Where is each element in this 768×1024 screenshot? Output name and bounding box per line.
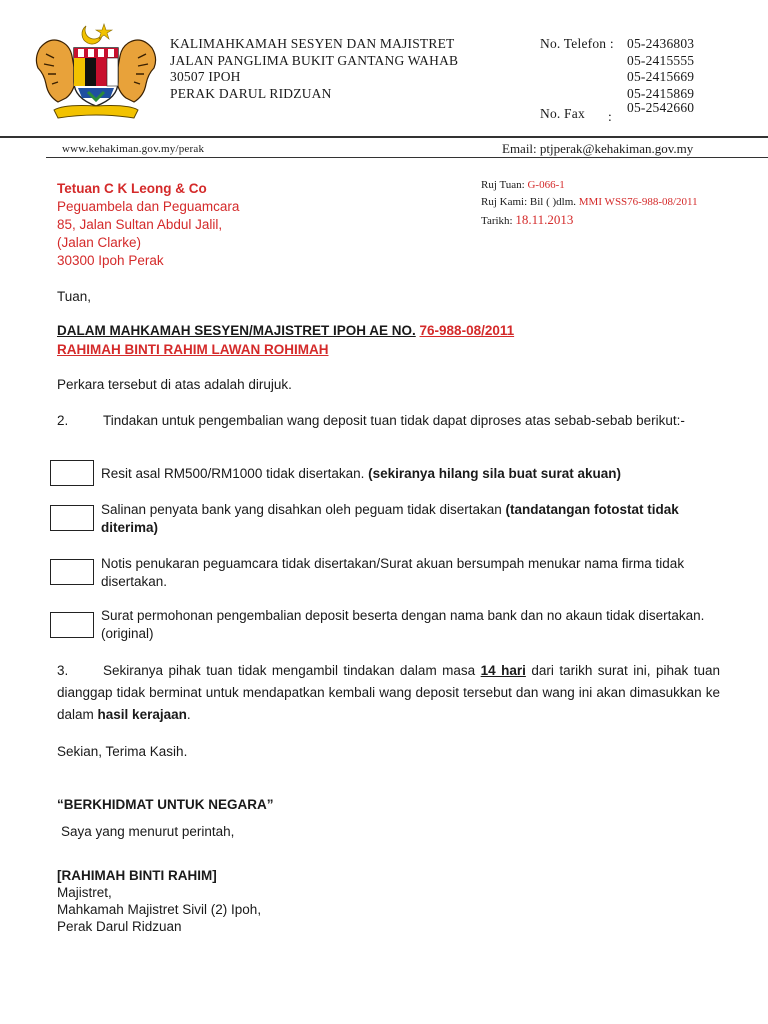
deadline-days: 14 hari	[480, 663, 526, 678]
website-link[interactable]: www.kehakiman.gov.my/perak	[62, 143, 205, 155]
court-address-line: PERAK DARUL RIDZUAN	[170, 85, 332, 101]
checklist-item	[101, 555, 721, 591]
subject-prefix: DALAM MAHKAMAH SESYEN/MAJISTRET IPOH AE NO.	[57, 323, 416, 338]
paragraph-3	[57, 660, 720, 726]
signatory-details	[57, 884, 261, 935]
signatory-name: [RAHIMAH BINTI RAHIM]	[57, 868, 217, 883]
ref-kami-label: Ruj Kami: Bil ( )dlm.	[481, 196, 577, 208]
ref-tuan-value: G-066-1	[527, 179, 565, 191]
checkbox[interactable]	[50, 460, 94, 486]
checklist-text: Notis penukaran peguamcara tidak disertakan/Surat akuan bersumpah menukar nama firma tidak disertakan.	[101, 556, 685, 589]
reference-block	[481, 177, 761, 230]
court-address-line: KALIMAHKAMAH SESYEN DAN MAJISTRET	[170, 36, 455, 51]
paragraph-3-text-b: dari tarikh surat ini, pihak tuan dianggap tidak berminat untuk mendapatkan kembali wang deposit tersebut dan wang ini akan dimasukkan ke dalam	[57, 663, 720, 722]
closing-line: Sekian, Terima Kasih.	[57, 744, 188, 759]
recipient-block	[57, 180, 239, 270]
paragraph-3-text-a: Sekiranya pihak tuan tidak mengambil tindakan dalam masa	[103, 663, 476, 678]
court-address-line: JALAN PANGLIMA BUKIT GANTANG WAHAB	[170, 52, 459, 68]
paragraph-2-text: Tindakan untuk pengembalian wang deposit tuan tidak dapat diproses atas sebab-sebab berikut:-	[103, 413, 685, 428]
subject-parties: RAHIMAH BINTI RAHIM LAWAN ROHIMAH	[57, 342, 329, 357]
paragraph-2	[57, 412, 720, 430]
obedient-line: Saya yang menurut perintah,	[61, 824, 235, 839]
header-divider	[0, 136, 768, 138]
website-divider	[46, 157, 768, 158]
checklist-note: (sekiranya hilang sila buat surat akuan)	[368, 466, 621, 481]
salutation: Tuan,	[57, 289, 92, 304]
telephone-number: 05-2415555	[627, 52, 695, 68]
checklist-item	[101, 501, 721, 537]
court-address	[170, 36, 510, 102]
checkbox[interactable]	[50, 505, 94, 531]
ref-date	[481, 211, 761, 230]
email-line	[502, 141, 693, 157]
recipient-line: (Jalan Clarke)	[57, 235, 142, 250]
ref-tuan	[481, 177, 761, 194]
fax-colon: :	[608, 109, 612, 124]
subject-case-no: 76-988-08/2011	[419, 323, 515, 338]
paragraph-3-bold: hasil kerajaan	[97, 707, 187, 722]
fax-label: No. Fax	[540, 106, 585, 121]
telephone-number: 05-2436803	[627, 36, 695, 51]
ref-kami	[481, 194, 761, 211]
signatory-line: Perak Darul Ridzuan	[57, 919, 182, 934]
ref-kami-value: MMI WSS76-988-08/2011	[578, 196, 698, 208]
coat-of-arms-emblem	[32, 18, 160, 130]
recipient-line: 85, Jalan Sultan Abdul Jalil,	[57, 217, 223, 232]
court-address-line: 30507 IPOH	[170, 69, 241, 84]
checklist-text: Surat permohonan pengembalian deposit beserta dengan nama bank dan no akaun tidak disertakan.(original)	[101, 608, 705, 641]
checklist-note: (tandatangan fotostat tidak diterima)	[101, 502, 679, 535]
checklist-item	[101, 465, 721, 483]
paragraph-3-number: 3.	[57, 663, 69, 678]
checkbox[interactable]	[50, 559, 94, 585]
telephone-number: 05-2542660	[627, 100, 695, 115]
checkbox[interactable]	[50, 612, 94, 638]
recipient-name: Tetuan C K Leong & Co	[57, 181, 207, 196]
telephone-label: No. Telefon :	[540, 36, 614, 51]
email-label: Email:	[502, 141, 537, 156]
subject-line	[57, 322, 514, 340]
ref-tuan-label: Ruj Tuan:	[481, 179, 525, 191]
checklist-text: Resit asal RM500/RM1000 tidak disertakan.	[101, 466, 365, 481]
motto: “BERKHIDMAT UNTUK NEGARA”	[57, 797, 274, 812]
recipient-line: 30300 Ipoh Perak	[57, 253, 164, 268]
paragraph-1: Perkara tersebut di atas adalah dirujuk.	[57, 377, 292, 392]
telephone-number: 05-2415869	[627, 85, 695, 101]
signatory-line: Mahkamah Majistret Sivil (2) Ipoh,	[57, 902, 262, 917]
checklist-text: Salinan penyata bank yang disahkan oleh peguam tidak disertakan	[101, 502, 502, 517]
signatory-line: Majistret,	[57, 885, 112, 900]
ref-date-label: Tarikh:	[481, 215, 513, 227]
ref-date-value: 18.11.2013	[515, 212, 574, 227]
checklist-item	[101, 607, 721, 643]
telephone-number: 05-2415669	[627, 69, 695, 84]
email-link[interactable]: ptjperak@kehakiman.gov.my	[539, 141, 694, 156]
paragraph-2-number: 2.	[57, 413, 69, 428]
recipient-line: Peguambela dan Peguamcara	[57, 199, 240, 214]
telephone-list	[627, 36, 694, 117]
paragraph-3-end: .	[186, 707, 191, 722]
